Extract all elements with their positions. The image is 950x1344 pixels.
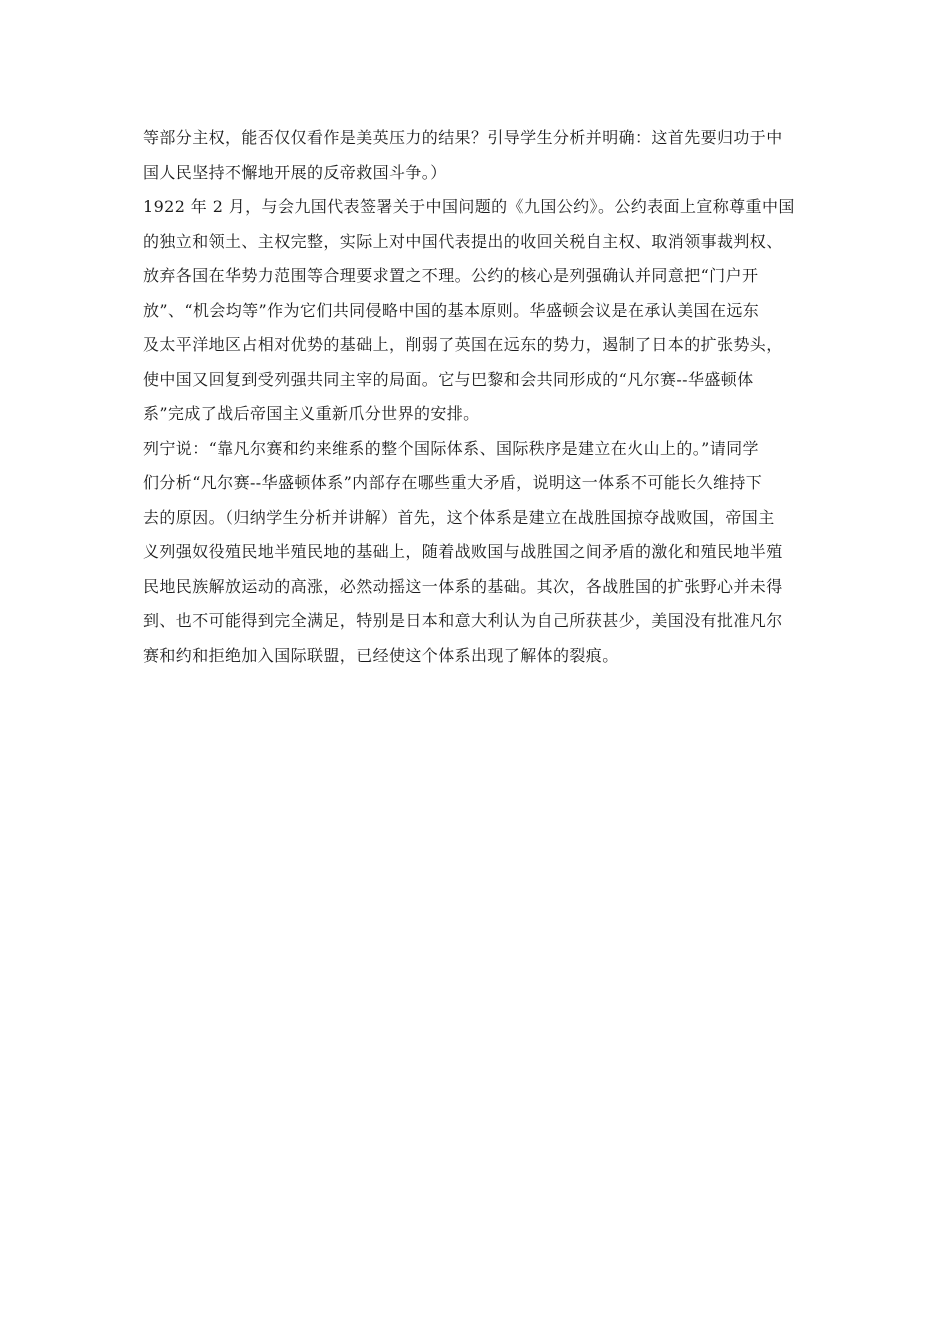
text-line: 们分析“凡尔赛--华盛顿体系”内部存在哪些重大矛盾，说明这一体系不可能长久维持下 — [143, 473, 763, 492]
paragraph-1 — [143, 121, 807, 190]
text-line: 义列强奴役殖民地半殖民地的基础上，随着战败国与战胜国之间矛盾的激化和殖民地半殖 — [143, 542, 783, 561]
paragraph-3 — [143, 432, 807, 674]
paragraph-2 — [143, 190, 807, 432]
text-line: 等部分主权，能否仅仅看作是美英压力的结果？引导学生分析并明确：这首先要归功于中 — [143, 128, 783, 147]
text-line: 去的原因。（归纳学生分析并讲解）首先，这个体系是建立在战胜国掠夺战败国，帝国主 — [143, 507, 775, 527]
text-line: 赛和约和拒绝加入国际联盟，已经使这个体系出现了解体的裂痕。 — [143, 645, 619, 665]
text-line: 列宁说：“靠凡尔赛和约来维系的整个国际体系、国际秩序是建立在火山上的。”请同学 — [143, 438, 759, 458]
text-line: 放”、“机会均等”作为它们共同侵略中国的基本原则。华盛顿会议是在承认美国在远东 — [143, 300, 760, 320]
text-line: 1922 年 2 月，与会九国代表签署关于中国问题的《九国公约》。公约表面上宣称尊重中国 — [143, 197, 795, 216]
text-line: 国人民坚持不懈地开展的反帝救国斗争。） — [143, 162, 447, 182]
text-line: 系”完成了战后帝国主义重新爪分世界的安排。 — [143, 404, 480, 423]
text-line: 及太平洋地区占相对优势的基础上，削弱了英国在远东的势力，遏制了日本的扩张势头， — [143, 335, 783, 354]
text-line: 使中国又回复到受列强共同主宰的局面。它与巴黎和会共同形成的“凡尔赛--华盛顿体 — [143, 369, 754, 389]
text-line: 民地民族解放运动的高涨，必然动摇这一体系的基础。其次，各战胜国的扩张野心并未得 — [143, 576, 783, 596]
text-line: 的独立和领土、主权完整，实际上对中国代表提出的收回关税自主权、取消领事裁判权、 — [143, 231, 783, 251]
text-line: 放弃各国在华势力范围等合理要求置之不理。公约的核心是列强确认并同意把“门户开 — [143, 266, 759, 285]
document-body — [143, 121, 807, 673]
text-line: 到、也不可能得到完全满足，特别是日本和意大利认为自己所获甚少，美国没有批准凡尔 — [143, 611, 783, 630]
